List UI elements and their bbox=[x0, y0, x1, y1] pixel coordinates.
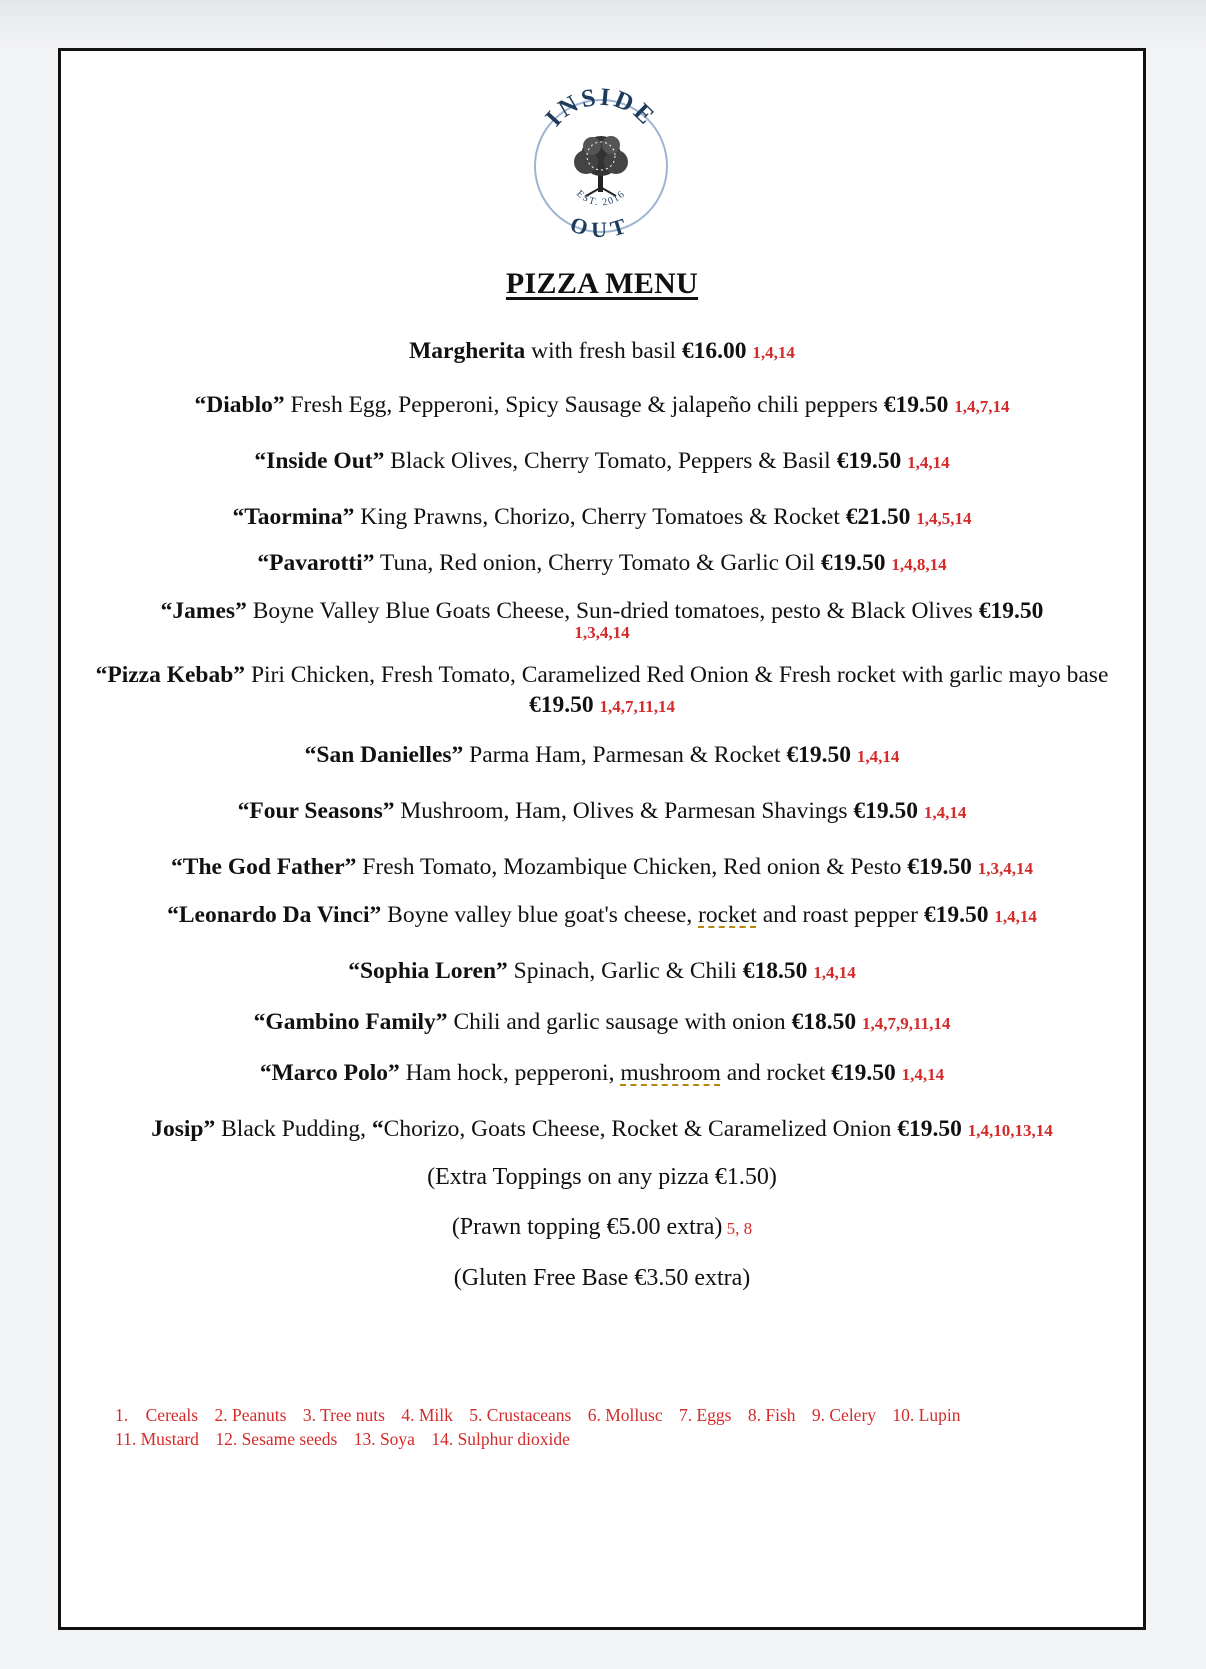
item-allergens: 1,4,14 bbox=[907, 453, 950, 472]
item-allergens: 1,4,8,14 bbox=[891, 555, 947, 574]
item-description: Parma Ham, Parmesan & Rocket bbox=[463, 742, 787, 768]
extra-toppings-note bbox=[91, 1162, 1113, 1192]
prawn-topping-note bbox=[91, 1212, 1113, 1244]
item-price: €19.50 bbox=[528, 692, 594, 718]
menu-item bbox=[91, 390, 1113, 422]
item-price: €19.50 bbox=[786, 742, 851, 768]
item-allergens: 1,3,4,14 bbox=[977, 859, 1033, 878]
item-allergens: 1,4,14 bbox=[813, 963, 856, 982]
extra-text: (Extra Toppings on any pizza €1.50) bbox=[427, 1164, 777, 1190]
item-price: €19.50 bbox=[836, 448, 902, 474]
menu-item bbox=[91, 740, 1113, 772]
item-name: “Leonardo Da Vinci” bbox=[167, 902, 382, 928]
item-name: “Sophia Loren” bbox=[348, 958, 508, 984]
legend-item: 5. Crustaceans bbox=[469, 1405, 572, 1425]
item-name: “Inside Out” bbox=[254, 448, 385, 474]
extra-text: (Prawn topping €5.00 extra) bbox=[451, 1214, 723, 1240]
menu-item bbox=[91, 548, 1113, 580]
item-description: Black Olives, Cherry Tomato, Peppers & Basil bbox=[384, 448, 837, 474]
menu-item bbox=[91, 796, 1113, 828]
legend-item: 12. Sesame seeds bbox=[215, 1429, 338, 1449]
item-price: €21.50 bbox=[845, 504, 911, 530]
item-name: “San Danielles” bbox=[304, 742, 464, 768]
top-shade bbox=[0, 0, 1206, 46]
item-description: Fresh Egg, Pepperoni, Spicy Sausage & jalapeño chili peppers bbox=[284, 392, 884, 418]
item-description: Piri Chicken, Fresh Tomato, Caramelized Red Onion & Fresh rocket with garlic mayo base bbox=[245, 662, 1109, 688]
item-name: “Taormina” bbox=[232, 504, 355, 530]
legend-item: 14. Sulphur dioxide bbox=[431, 1429, 570, 1449]
item-allergens: 1,4,7,11,14 bbox=[599, 697, 676, 716]
item-price: €18.50 bbox=[742, 958, 808, 984]
legend-item: 11. Mustard bbox=[115, 1429, 199, 1449]
item-allergens: 1,4,10,13,14 bbox=[967, 1121, 1053, 1140]
logo-top-text: INSIDE bbox=[540, 83, 661, 132]
item-description: Boyne Valley Blue Goats Cheese, Sun-dried tomatoes, pesto & Black Olives bbox=[246, 598, 979, 624]
menu-title: PIZZA MENU bbox=[505, 267, 699, 300]
extra-text: (Gluten Free Base €3.50 extra) bbox=[453, 1265, 751, 1291]
item-allergens: 1,4,14 bbox=[923, 803, 967, 822]
item-description: Chili and garlic sausage with onion bbox=[447, 1009, 792, 1035]
item-allergens: 1,4,14 bbox=[901, 1065, 945, 1084]
legend-item: 2. Peanuts bbox=[214, 1405, 287, 1425]
item-name: “Pavarotti” bbox=[257, 550, 375, 576]
item-description: Black Pudding, bbox=[215, 1116, 372, 1142]
legend-item: 7. Eggs bbox=[678, 1405, 732, 1425]
menu-item bbox=[91, 900, 1113, 932]
item-allergens: 1,4,14 bbox=[752, 343, 795, 362]
item-name: “Gambino Family” bbox=[253, 1009, 448, 1035]
menu-item bbox=[91, 446, 1113, 478]
menu-item bbox=[91, 660, 1113, 722]
item-description: Ham hock, pepperoni, bbox=[399, 1060, 621, 1086]
item-description: Boyne valley blue goat's cheese, bbox=[381, 902, 699, 928]
menu-item bbox=[91, 1114, 1113, 1146]
legend-row bbox=[115, 1427, 1095, 1451]
item-price: €19.50 bbox=[831, 1060, 896, 1086]
legend-item: 9. Celery bbox=[811, 1405, 877, 1425]
item-allergens: 1,4,7,9,11,14 bbox=[862, 1014, 951, 1033]
legend-item: 6. Mollusc bbox=[587, 1405, 663, 1425]
item-allergens: 1,3,4,14 bbox=[574, 623, 630, 642]
item-description: with fresh basil bbox=[525, 338, 682, 364]
item-name: Josip” bbox=[151, 1116, 216, 1142]
item-price: €16.00 bbox=[681, 338, 747, 364]
item-description: Chorizo, Goats Cheese, Rocket & Caramelized Onion bbox=[383, 1116, 898, 1142]
item-price: €19.50 bbox=[923, 902, 989, 928]
item-name: “James” bbox=[160, 598, 247, 624]
logo-bottom-text: OUT bbox=[567, 211, 635, 243]
menu-item bbox=[91, 336, 1113, 368]
item-allergens: 1,4,14 bbox=[994, 907, 1037, 926]
menu-item bbox=[91, 1007, 1113, 1039]
svg-text:INSIDE bbox=[540, 84, 660, 132]
item-allergens: 1,4,7,14 bbox=[954, 397, 1010, 416]
item-description-flagged-word: mushroom bbox=[620, 1060, 721, 1086]
menu-item bbox=[91, 502, 1113, 534]
item-name: “Pizza Kebab” bbox=[95, 662, 246, 688]
legend-item: 8. Fish bbox=[747, 1405, 796, 1425]
gluten-free-note bbox=[91, 1263, 1113, 1293]
menu-item bbox=[91, 1058, 1113, 1090]
item-price: €19.50 bbox=[978, 598, 1044, 624]
item-allergens: 1,4,14 bbox=[856, 747, 900, 766]
legend-row bbox=[115, 1403, 1095, 1427]
menu-item bbox=[91, 852, 1113, 884]
legend-item: 10. Lupin bbox=[892, 1405, 961, 1425]
item-name: “Diablo” bbox=[194, 392, 285, 418]
item-price: €18.50 bbox=[791, 1009, 857, 1035]
item-name: “Four Seasons” bbox=[237, 798, 395, 824]
item-description: Tuna, Red onion, Cherry Tomato & Garlic Oil bbox=[374, 550, 821, 576]
item-allergens: 1,4,5,14 bbox=[916, 509, 972, 528]
item-description-flagged-word: rocket bbox=[698, 902, 757, 928]
item-price: €19.50 bbox=[853, 798, 919, 824]
item-name: “Marco Polo” bbox=[259, 1060, 400, 1086]
menu-page bbox=[58, 48, 1146, 1630]
legend-item: 13. Soya bbox=[353, 1429, 415, 1449]
legend-item: 4. Milk bbox=[401, 1405, 453, 1425]
logo-est-text: EST. 2016 bbox=[574, 188, 628, 209]
item-description: King Prawns, Chorizo, Cherry Tomatoes & Rocket bbox=[354, 504, 846, 530]
item-description: and rocket bbox=[720, 1060, 832, 1086]
allergen-legend bbox=[115, 1403, 1095, 1451]
item-price: €19.50 bbox=[897, 1116, 962, 1142]
item-name: Margherita bbox=[409, 338, 526, 364]
menu-item bbox=[91, 596, 1113, 642]
item-name-quote: “ bbox=[371, 1116, 384, 1142]
item-name: “The God Father” bbox=[171, 854, 357, 880]
extra-allergens: 5, 8 bbox=[722, 1219, 753, 1238]
item-description: Fresh Tomato, Mozambique Chicken, Red onion & Pesto bbox=[356, 854, 908, 880]
item-description: and roast pepper bbox=[756, 902, 924, 928]
item-price: €19.50 bbox=[820, 550, 886, 576]
item-description: Mushroom, Ham, Olives & Parmesan Shavings bbox=[394, 798, 854, 824]
inside-out-logo bbox=[526, 78, 676, 253]
svg-text:OUT bbox=[568, 211, 635, 242]
menu-item bbox=[91, 956, 1113, 988]
item-price: €19.50 bbox=[907, 854, 972, 880]
item-description: Spinach, Garlic & Chili bbox=[507, 958, 743, 984]
legend-item: 3. Tree nuts bbox=[302, 1405, 385, 1425]
item-price: €19.50 bbox=[883, 392, 949, 418]
legend-item: 1. Cereals bbox=[115, 1405, 199, 1425]
tree-icon bbox=[574, 136, 628, 196]
